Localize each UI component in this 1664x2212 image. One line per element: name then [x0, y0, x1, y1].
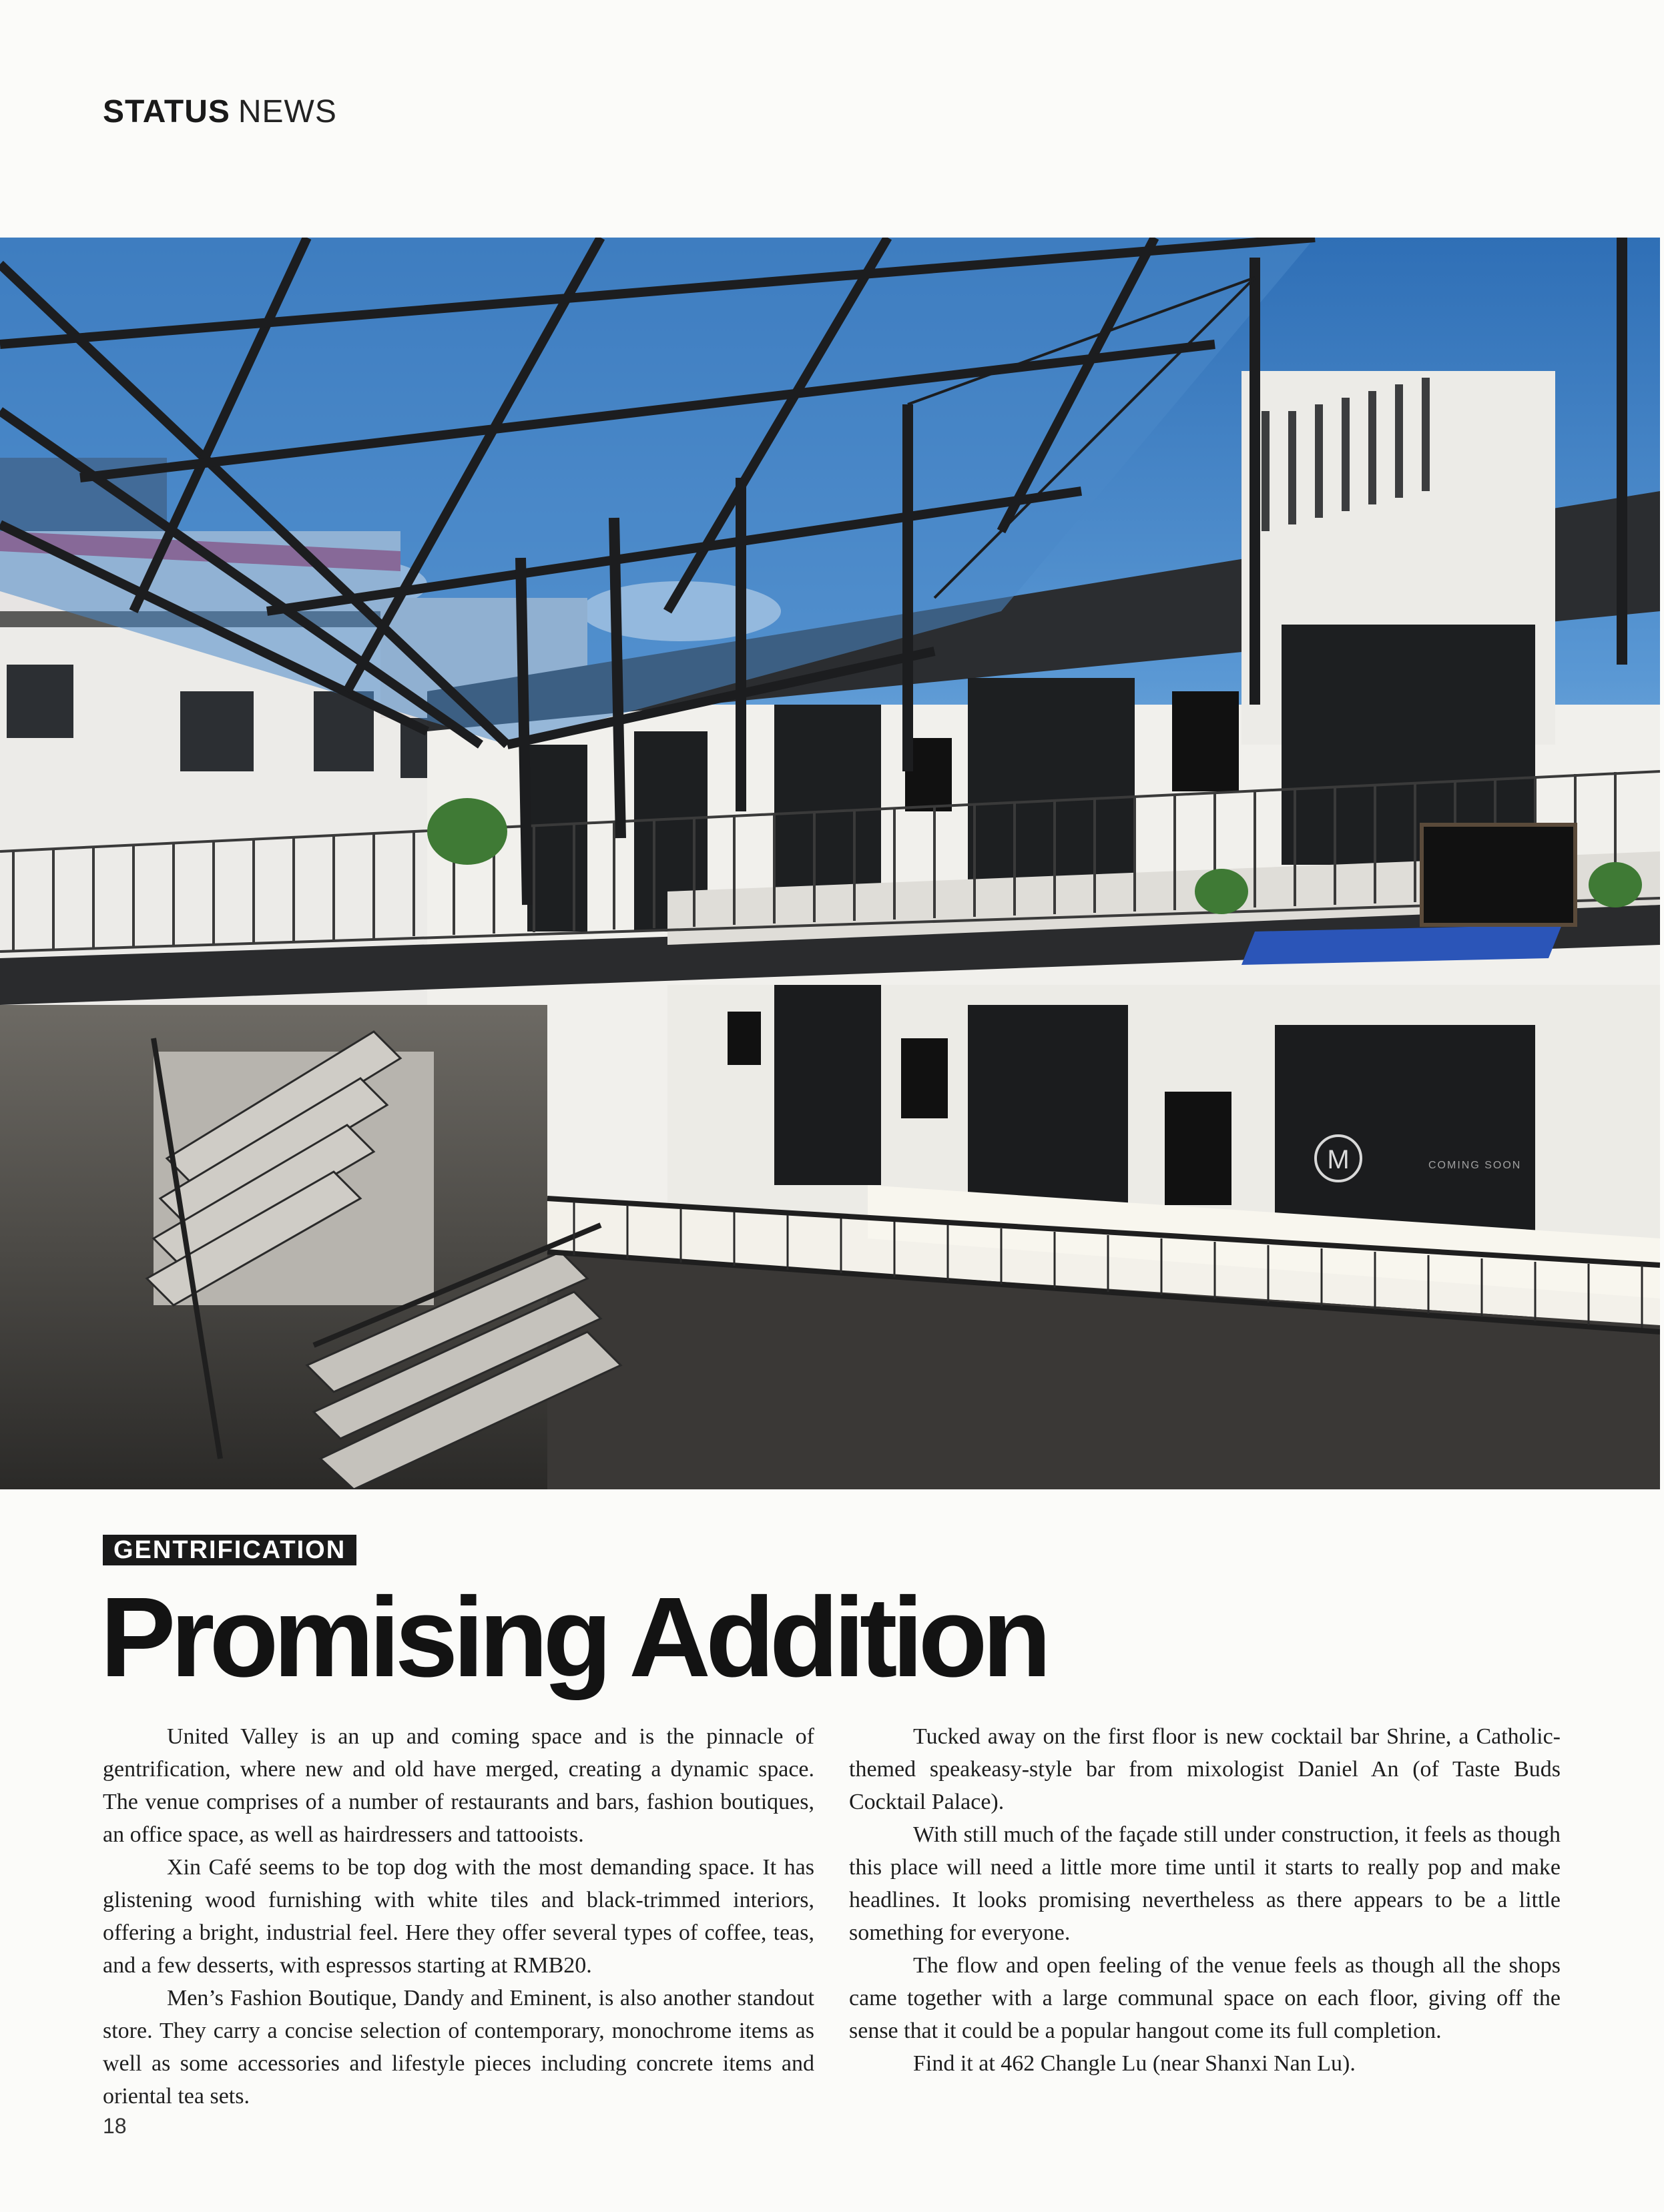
coming-soon-sign: COMING SOON	[1428, 1160, 1522, 1171]
m-sign: M	[1327, 1145, 1350, 1174]
section-subname: NEWS	[238, 94, 337, 129]
page-number: 18	[103, 2114, 127, 2138]
article-paragraph: The flow and open feeling of the venue feels as though all the shops came together with a large communal space on each floor, giving off the sense that it could be a popular hangout come its full completion.	[849, 1953, 1561, 2043]
article-column-right	[849, 1720, 1561, 2080]
feature-photo	[0, 238, 1660, 1489]
article-paragraph: Tucked away on the first floor is new cocktail bar Shrine, a Catholic-themed speakeasy-style bar from mixologist Daniel An (of Taste Buds Cocktail Palace).	[849, 1724, 1561, 1814]
article-kicker: GENTRIFICATION	[103, 1535, 356, 1565]
section-header	[103, 93, 337, 130]
article-paragraph: Men’s Fashion Boutique, Dandy and Eminent, is also another standout store. They carry a concise selection of contemporary, monochrome items as well as some accessories and lifestyle pieces including concrete items and oriental tea sets.	[103, 1986, 814, 2109]
section-name: STATUS	[103, 94, 230, 129]
article-paragraph: United Valley is an up and coming space and is the pinnacle of gentrification, where new and old have merged, creating a dynamic space. The venue comprises of a number of restaurants and bars, fashion boutiques, an office space, as well as hairdressers and tattooists.	[103, 1724, 814, 1847]
article-paragraph: Find it at 462 Changle Lu (near Shanxi Nan Lu).	[913, 2051, 1356, 2076]
article-column-left	[103, 1720, 814, 2113]
article-paragraph: Xin Café seems to be top dog with the most demanding space. It has glistening wood furnishing with white tiles and black-trimmed interiors, offering a bright, industrial feel. Here they offer several types of coffee, teas, and a few desserts, with espressos starting at RMB20.	[103, 1855, 814, 1978]
article-headline: Promising Addition	[100, 1574, 1047, 1701]
article-paragraph: With still much of the façade still under construction, it feels as though this place will need a little more time until it starts to really pop and make headlines. It looks promising nevertheless as there appears to be a little something for everyone.	[849, 1822, 1561, 1945]
atrium-illustration	[0, 238, 1660, 1489]
